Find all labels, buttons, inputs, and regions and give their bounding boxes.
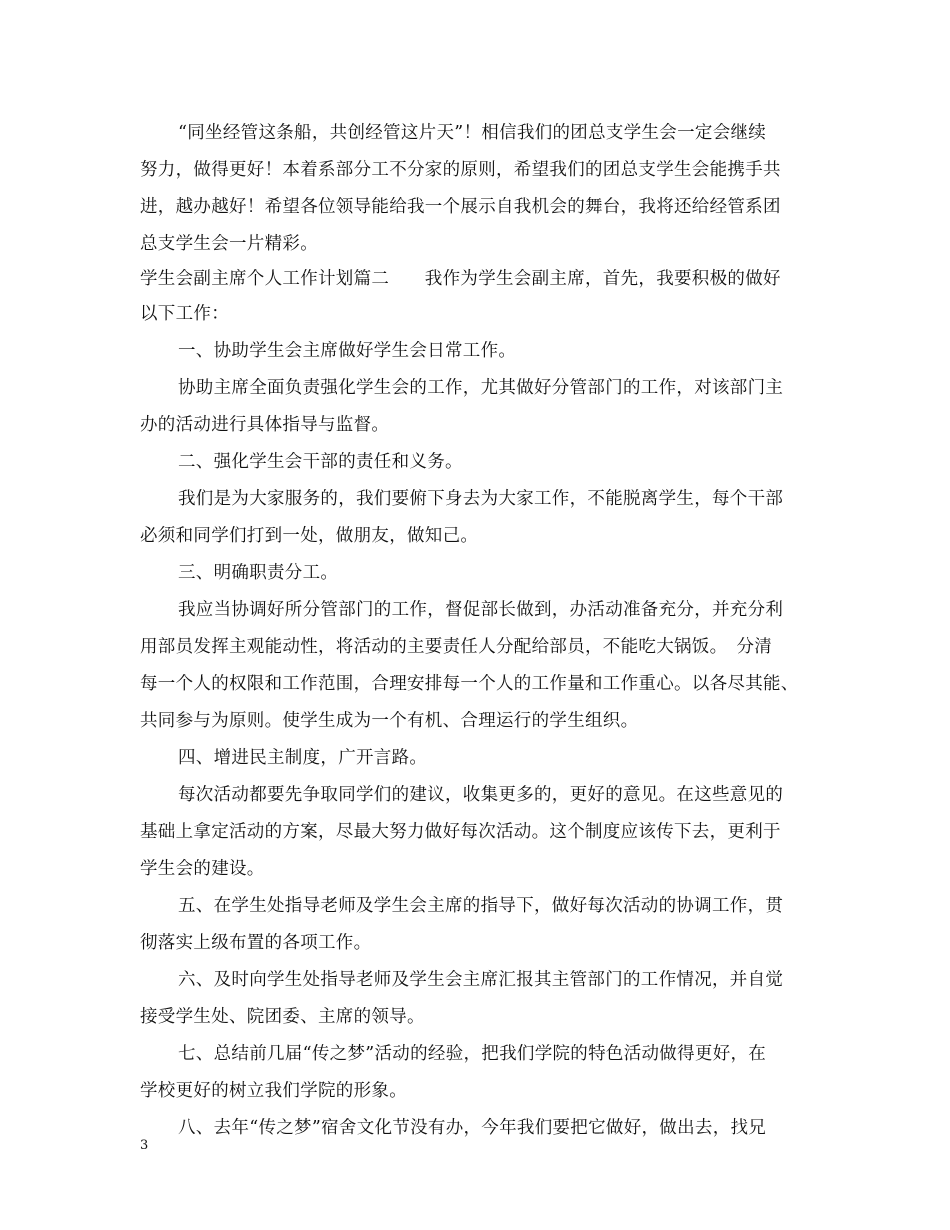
text-line: 我应当协调好所分管部门的工作，督促部长做到，办活动准备充分，并充分利 (178, 600, 784, 620)
text-line: 每一个人的权限和工作范围，合理安排每一个人的工作量和工作重心。以各尽其能、 (140, 674, 799, 694)
text-line: 总支学生会一片精彩。 (140, 234, 318, 254)
text-line: 学校更好的树立我们学院的形象。 (140, 1081, 407, 1101)
text-line: 进，越办越好！希望各位领导能给我一个展示自我机会的舞台，我将还给经管系团 (140, 197, 781, 217)
list-heading: 八、去年“传之梦”宿舍文化节没有办，今年我们要把它做好，做出去，找兄 (178, 1118, 767, 1138)
text-line: “同坐经管这条船，共创经管这片天”！相信我们的团总支学生会一定会继续 (178, 123, 767, 143)
text-line: 共同参与为原则。使学生成为一个有机、合理运行的学生组织。 (140, 711, 639, 731)
text-line: 彻落实上级布置的各项工作。 (140, 933, 372, 953)
text-line: 努力，做得更好！本着系部分工不分家的原则，希望我们的团总支学生会能携手共 (140, 160, 781, 180)
text-line: 以下工作： (140, 304, 229, 324)
section-heading: 学生会副主席个人工作计划篇二 我作为学生会副主席，首先，我要积极的做好 (140, 269, 781, 289)
text-line: 每次活动都要先争取同学们的建议，收集更多的，更好的意见。在这些意见的 (178, 785, 784, 805)
list-heading: 七、总结前几届“传之梦”活动的经验，把我们学院的特色活动做得更好，在 (178, 1044, 767, 1064)
text-line: 用部员发挥主观能动性，将活动的主要责任人分配给部员，不能吃大锅饭。 分清 (140, 637, 773, 657)
text-line: 协助主席全面负责强化学生会的工作，尤其做好分管部门的工作，对该部门主 (178, 378, 784, 398)
text-line: 必须和同学们打到一处，做朋友，做知己。 (140, 526, 479, 546)
list-heading: 一、协助学生会主席做好学生会日常工作。 (178, 341, 517, 361)
page-number: 3 (140, 1138, 149, 1153)
list-heading: 四、增进民主制度，广开言路。 (178, 748, 428, 768)
text-line: 接受学生处、院团委、主席的领导。 (140, 1007, 425, 1027)
text-line: 办的活动进行具体指导与监督。 (140, 415, 390, 435)
list-heading: 三、明确职责分工。 (178, 563, 339, 583)
text-line: 学生会的建设。 (140, 859, 265, 879)
text-line: 基础上拿定活动的方案，尽最大努力做好每次活动。这个制度应该传下去，更利于 (140, 822, 781, 842)
list-heading: 五、在学生处指导老师及学生会主席的指导下，做好每次活动的协调工作，贯 (178, 896, 784, 916)
list-heading: 六、及时向学生处指导老师及学生会主席汇报其主管部门的工作情况，并自觉 (178, 970, 784, 990)
list-heading: 二、强化学生会干部的责任和义务。 (178, 452, 463, 472)
text-line: 我们是为大家服务的，我们要俯下身去为大家工作，不能脱离学生，每个干部 (178, 489, 784, 509)
